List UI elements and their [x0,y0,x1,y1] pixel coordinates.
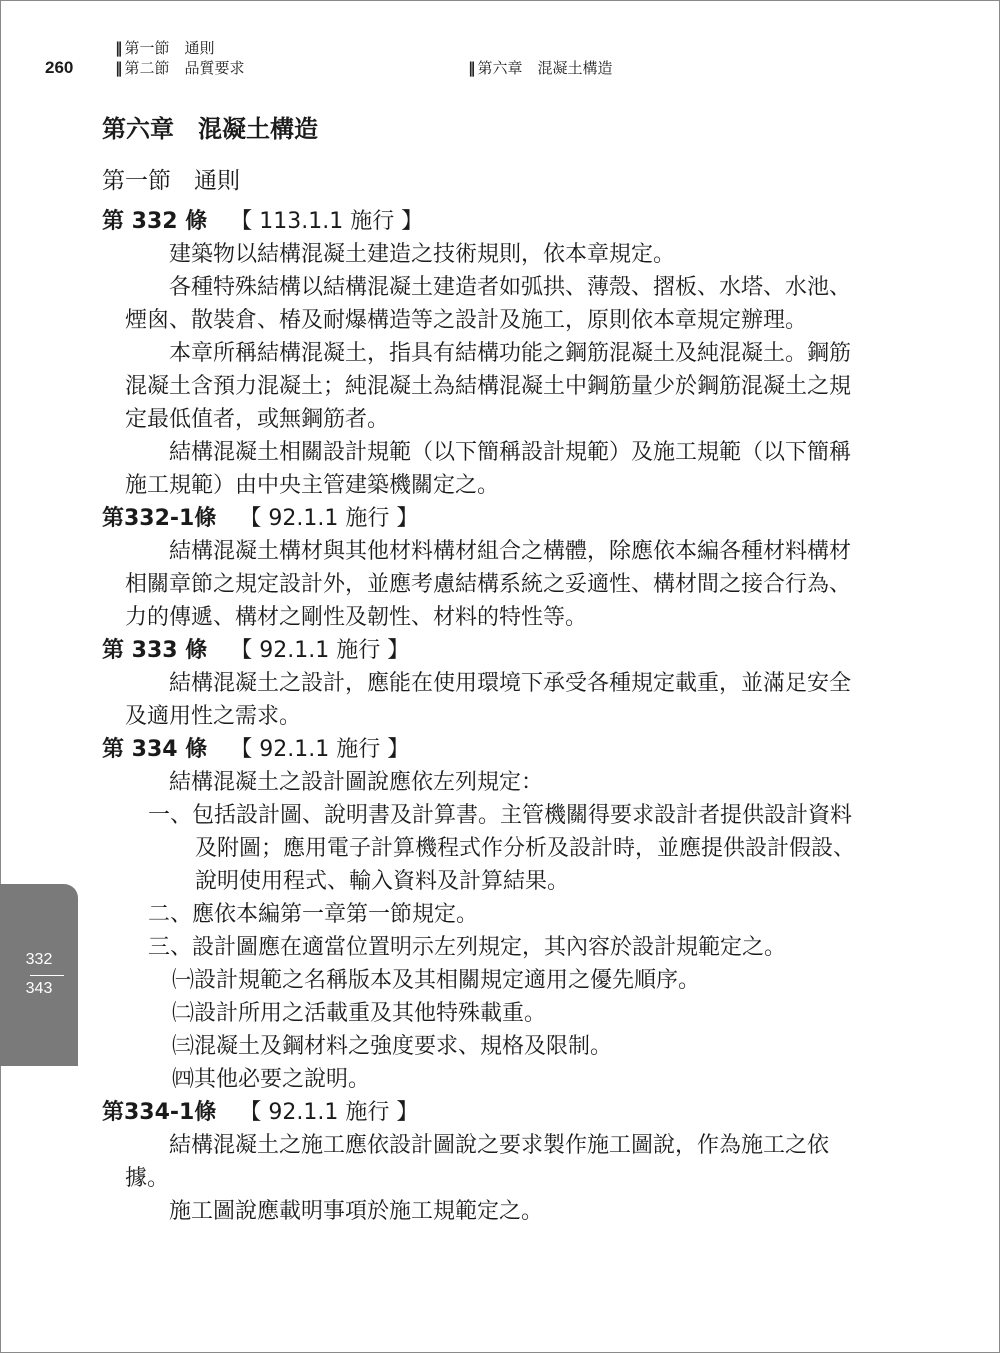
article-paragraph: 各種特殊結構以結構混凝土建造者如弧拱、薄殼、摺板、水塔、水池、煙囪、散裝倉、椿及耐爆構造等之設計及施工，原則依本章規定辦理。 [125,275,852,333]
article-paragraph: 施工圖說應載明事項於施工規範定之。 [169,1199,544,1224]
list-item: 二、應依本編第一章第一節規定。 [148,902,479,927]
article-paragraph: 結構混凝土之設計圖說應依左列規定： [169,770,544,795]
header-section-item: ‖ 第二節 品質要求 [115,59,245,77]
sub-list-item: ㈠設計規範之名稱版本及其相關規定適用之優先順序。 [172,968,701,993]
list-item: 三、設計圖應在適當位置明示左列規定，其內容於設計規範定之。 [148,935,787,960]
article-paragraph: 結構混凝土構材與其他材料構材組合之構體，除應依本編各種材料構材相關章節之規定設計外，並應考慮結構系統之妥適性、構材間之接合行為、力的傳遞、構材之剛性及韌性、材料的特性等。 [125,539,852,630]
article-334-1 [102,1096,862,1228]
sub-list-item: ㈢混凝土及鋼材料之強度要求、規格及限制。 [172,1034,613,1059]
effective-date: 【 92.1.1 施行 】 [230,638,410,663]
article-heading: 第 332 條 【 113.1.1 施行 】 [102,209,424,234]
article-332-1 [102,502,862,634]
header-section-list [115,38,245,78]
article-332 [102,205,862,502]
effective-date: 【 92.1.1 施行 】 [239,506,419,531]
side-tab-start: 332 [25,951,53,968]
bar-marker-icon: ‖ [115,59,123,77]
bar-marker-icon: ‖ [115,39,123,57]
header-section-item: ‖ 第一節 通則 [115,39,215,57]
page-body [102,112,862,1228]
list-item: 一、包括設計圖、說明書及計算書。主管機關得要求設計者提供設計資料及附圖；應用電子計算機程式作分析及設計時，並應提供設計假設、說明使用程式、輸入資料及計算結果。 [148,803,856,894]
header-chapter: ‖ 第六章 混凝土構造 [468,59,613,77]
effective-date: 【 92.1.1 施行 】 [239,1100,419,1125]
article-333 [102,634,862,733]
sub-list-item: ㈡設計所用之活載重及其他特殊載重。 [172,1001,547,1026]
article-paragraph: 結構混凝土之設計，應能在使用環境下承受各種規定載重，並滿足安全及適用性之需求。 [125,671,852,729]
page-number: 260 [45,58,74,77]
effective-date: 【 113.1.1 施行 】 [230,209,424,234]
chapter-title: 第六章 混凝土構造 [102,115,318,143]
bar-marker-icon: ‖ [468,59,476,77]
article-paragraph: 結構混凝土相關設計規範（以下簡稱設計規範）及施工規範（以下簡稱施工規範）由中央主管建築機關定之。 [125,440,852,498]
article-paragraph: 建築物以結構混凝土建造之技術規則，依本章規定。 [169,242,676,267]
article-heading: 第 333 條 【 92.1.1 施行 】 [102,638,410,663]
article-334 [102,733,862,1096]
effective-date: 【 92.1.1 施行 】 [230,737,410,762]
article-paragraph: 本章所稱結構混凝土，指具有結構功能之鋼筋混凝土及純混凝土。鋼筋混凝土含預力混凝土；純混凝土為結構混凝土中鋼筋量少於鋼筋混凝土之規定最低值者，或無鋼筋者。 [125,341,852,432]
side-index-tab [0,884,78,1066]
side-tab-divider [30,975,64,976]
side-tab-end: 343 [25,980,53,997]
article-heading: 第332-1條 【 92.1.1 施行 】 [102,506,419,531]
article-heading: 第 334 條 【 92.1.1 施行 】 [102,737,410,762]
article-heading: 第334-1條 【 92.1.1 施行 】 [102,1100,419,1125]
article-paragraph: 結構混凝土之施工應依設計圖說之要求製作施工圖說，作為施工之依據。 [125,1133,830,1191]
sub-list-item: ㈣其他必要之說明。 [172,1067,371,1092]
section-title: 第一節 通則 [102,168,240,194]
